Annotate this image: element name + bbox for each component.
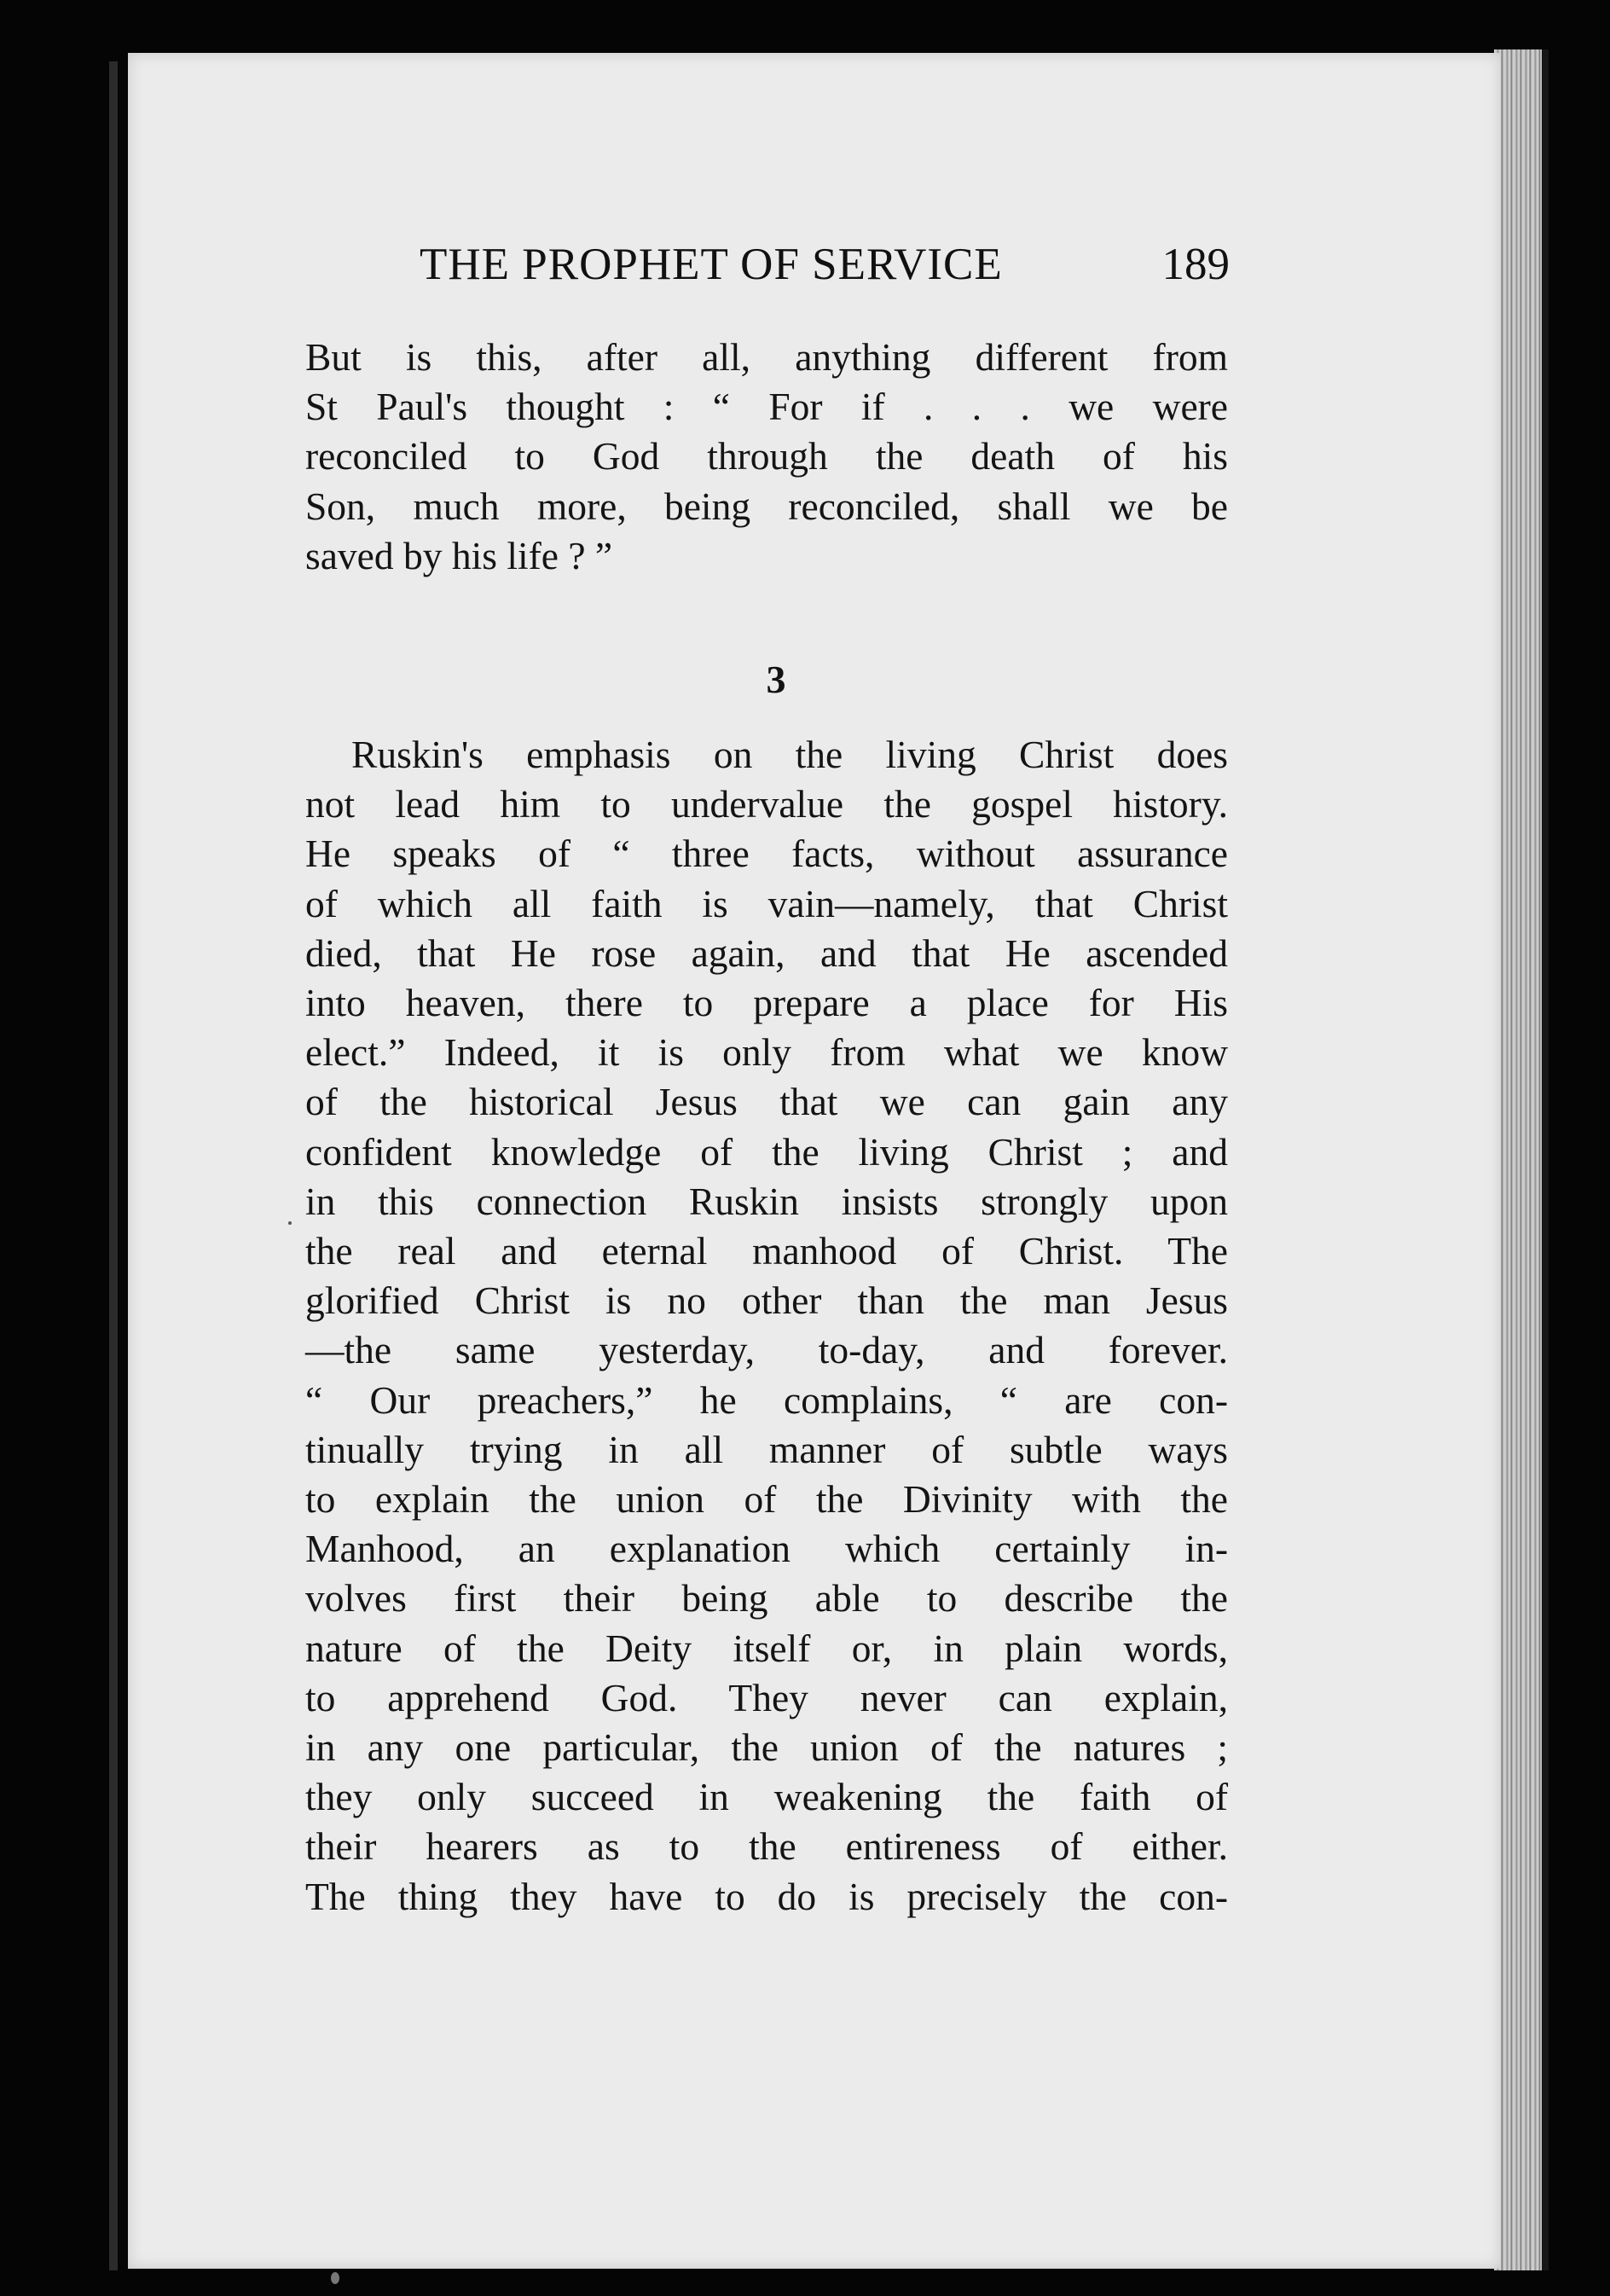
running-title: THE PROPHET OF SERVICE [420, 240, 1003, 289]
text-line: to explain the union of the Divinity with the [305, 1477, 1228, 1522]
text-line: tinually trying in all manner of subtle ways [305, 1427, 1228, 1471]
text-line: Son, much more, being reconciled, shall we be [305, 484, 1228, 528]
scan-speck [331, 2272, 339, 2284]
text-line: confident knowledge of the living Christ ; and [305, 1129, 1228, 1174]
text-line: their hearers as to the entireness of either. [305, 1824, 1228, 1869]
text-line: Manhood, an explanation which certainly in- [305, 1527, 1228, 1571]
text-line: in this connection Ruskin insists strongly upon [305, 1179, 1228, 1223]
text-line: of the historical Jesus that we can gain any [305, 1080, 1228, 1124]
page-number: 189 [1161, 240, 1230, 289]
text-line: —the same yesterday, to-day, and forever. [305, 1328, 1228, 1372]
text-line: died, that He rose again, and that He ascended [305, 931, 1228, 975]
text-line: elect.” Indeed, it is only from what we know [305, 1030, 1228, 1075]
text-line: into heaven, there to prepare a place for His [305, 981, 1228, 1025]
text-line: of which all faith is vain—namely, that Christ [305, 881, 1228, 925]
text-line: He speaks of “ three facts, without assurance [305, 832, 1228, 876]
running-header [420, 239, 1230, 295]
text-line: not lead him to undervalue the gospel history. [305, 782, 1228, 826]
text-line: saved by his life ? ” [305, 533, 613, 577]
binding-edge [109, 61, 118, 2270]
text-line: St Paul's thought : “ For if . . . we were [305, 385, 1228, 429]
text-line: The thing they have to do is precisely the con- [305, 1874, 1228, 1918]
text-line: But is this, after all, anything different from [305, 335, 1228, 379]
scan-speck [288, 1221, 292, 1225]
paragraph-2 [305, 730, 1228, 1922]
text-line: they only succeed in weakening the faith of [305, 1775, 1228, 1819]
text-line: the real and eternal manhood of Christ. The [305, 1229, 1228, 1273]
text-line: volves first their being able to describe the [305, 1576, 1228, 1621]
page-edges [1494, 49, 1542, 2270]
paragraph-1 [305, 333, 1228, 581]
text-line: “ Our preachers,” he complains, “ are con- [305, 1377, 1228, 1422]
text-line: nature of the Deity itself or, in plain words, [305, 1626, 1228, 1670]
text-line: Ruskin's emphasis on the living Christ does [351, 733, 1228, 776]
text-line: to apprehend God. They never can explain, [305, 1675, 1228, 1719]
text-line: in any one particular, the union of the natures ; [305, 1725, 1228, 1770]
section-number: 3 [766, 658, 786, 701]
text-line: glorified Christ is no other than the man Jesus [305, 1278, 1228, 1323]
text-line: reconciled to God through the death of his [305, 434, 1228, 478]
